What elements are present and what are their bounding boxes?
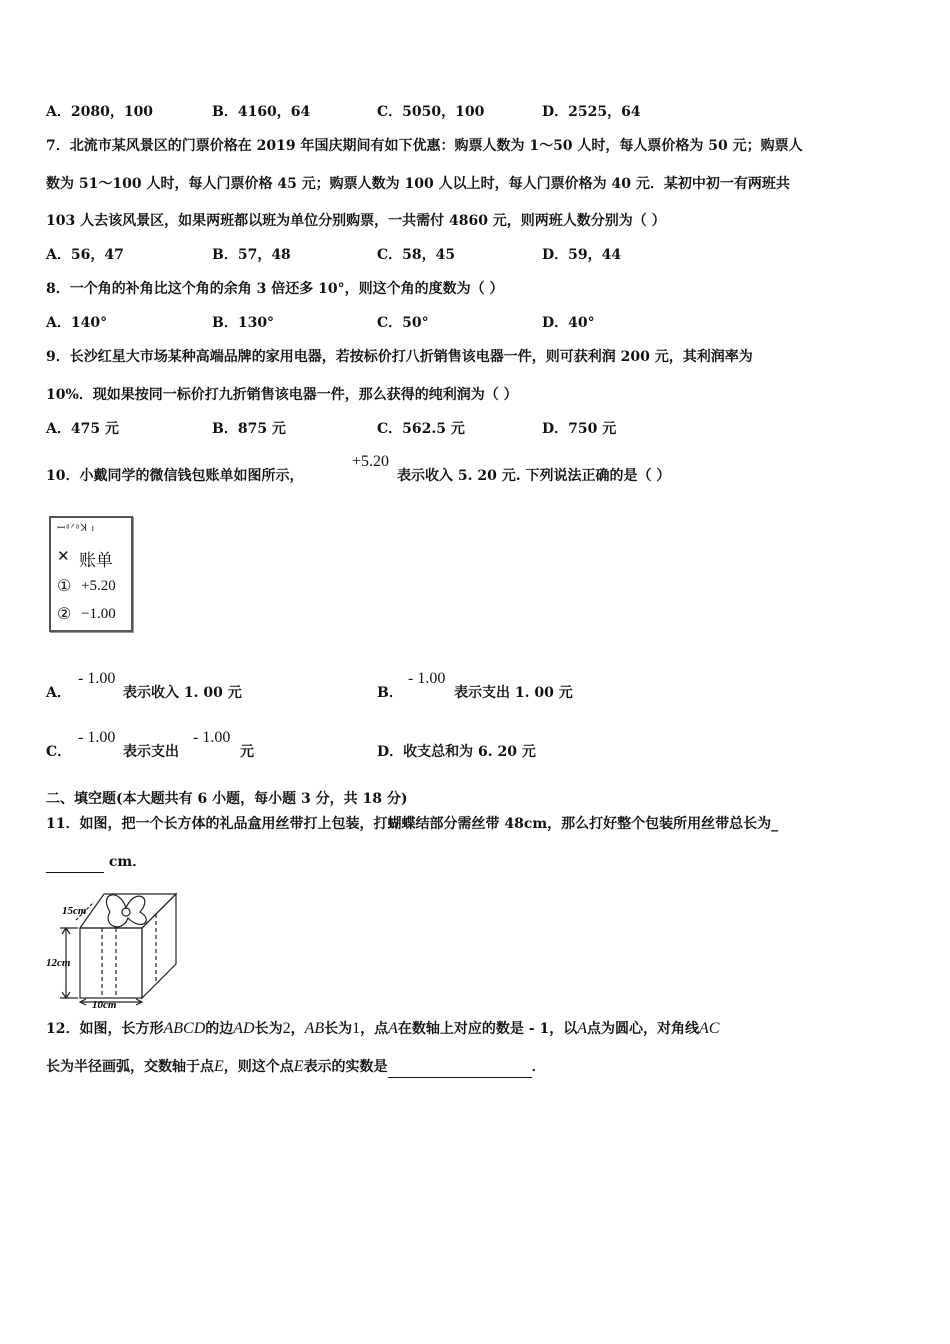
q10-option-c-sup-2: - 1.00: [193, 729, 231, 746]
q12-num-2: 2: [282, 1020, 291, 1037]
q10-option-c-sup-1: - 1.00: [78, 729, 116, 746]
q12-num-1: 1: [352, 1020, 361, 1037]
q8-option-d: D．40°: [542, 315, 595, 331]
q10-option-c-text-2: 元: [240, 744, 254, 760]
q12-text-3: 长为: [254, 1021, 283, 1037]
q12-text-4: ，: [290, 1021, 305, 1037]
q9-option-d: D．750 元: [542, 421, 617, 437]
q12-math-abcd: ABCD: [163, 1020, 206, 1037]
q12-text-2: 的边: [205, 1021, 234, 1037]
bill-item-1-amount: +5.20: [81, 578, 116, 594]
q10-option-b-label: B．: [377, 685, 403, 701]
q10-question-suffix: 表示收入 5. 20 元. 下列说法正确的是（ ）: [397, 468, 671, 484]
wallet-bill-figure: [49, 516, 133, 632]
ribbon-bow: [106, 895, 146, 927]
q10-option-b-sup: - 1.00: [408, 670, 446, 687]
q9-line-2: 10%．现如果按同一标价打九折销售该电器一件，那么获得的纯利润为（ ）: [46, 387, 518, 403]
q9-option-b: B．875 元: [212, 421, 286, 437]
q12-math-a-2: A: [577, 1020, 588, 1037]
box-right-face: [142, 894, 176, 998]
q6-option-b: B．4160，64: [212, 104, 311, 120]
q6-option-d: D．2525，64: [542, 104, 641, 120]
q12-line-2: [46, 1057, 546, 1078]
q10-option-d: D．收支总和为 6. 20 元: [377, 744, 536, 760]
q6-option-c: C．5050，100: [377, 104, 485, 120]
q7-line-3: 103 人去该风景区，如果两班都以班为单位分别购票，一共需付 4860 元，则两班人数分别为（ ）: [46, 213, 666, 229]
q6-option-a: A．2080，100: [46, 104, 154, 120]
q12-end: ．: [531, 1059, 546, 1075]
q10-option-a-text: 表示收入 1. 00 元: [123, 685, 242, 701]
q12-math-ab: AB: [304, 1020, 325, 1037]
box-top-face: [80, 894, 176, 928]
q8-option-b: B．130°: [212, 315, 275, 331]
q10-option-c-label: C．: [46, 744, 72, 760]
q7-option-b: B．57，48: [212, 247, 291, 263]
q8-line-1: 8．一个角的补角比这个角的余角 3 倍还多 10°，则这个角的度数为（ ）: [46, 281, 504, 297]
q11-unit: cm．: [104, 854, 147, 870]
q7-option-d: D．59，44: [542, 247, 622, 263]
q7-option-c: C．58，45: [377, 247, 456, 263]
q12-math-e-2: E: [293, 1058, 304, 1075]
bill-item-1-number: ①: [57, 578, 72, 595]
box-length-label: 10cm: [92, 999, 117, 1010]
q10-option-b-text: 表示支出 1. 00 元: [454, 685, 573, 701]
q7-option-a: A．56，47: [46, 247, 124, 263]
q12-text-9: 长为半径画弧，交数轴于点: [46, 1059, 214, 1075]
q10-option-c-text-1: 表示支出: [123, 744, 179, 760]
q7-line-1: 7．北流市某风景区的门票价格在 2019 年国庆期间有如下优惠：购票人数为 1～50 人时，每人票价格为 50 元；购票人: [46, 138, 803, 154]
q12-line-1: [46, 1019, 719, 1039]
q12-math-a-1: A: [388, 1020, 398, 1037]
q12-text-5: 长为: [324, 1021, 353, 1037]
close-icon: ✕: [57, 549, 70, 565]
q8-option-c: C．50°: [377, 315, 429, 331]
q11-answer-blank: [46, 852, 104, 873]
q12-math-e-1: E: [214, 1058, 224, 1075]
bill-status-bar: ꟷ⁸ᐟ⁸ꓘ ɪ: [57, 523, 96, 534]
q12-math-ac: AC: [699, 1020, 720, 1037]
q12-text-7: 在数轴上对应的数是 - 1，以: [397, 1021, 578, 1037]
gift-box-figure: [44, 880, 184, 1010]
q9-option-c: C．562.5 元: [377, 421, 465, 437]
q10-option-a-label: A．: [46, 685, 71, 701]
box-width-label: 15cm: [62, 905, 87, 917]
box-height-label: 12cm: [46, 957, 71, 969]
section-2-heading: 二、填空题(本大题共有 6 小题，每小题 3 分，共 18 分): [46, 791, 408, 807]
q12-text-10: ，则这个点: [223, 1059, 294, 1075]
q12-text-1: 12．如图，长方形: [46, 1021, 164, 1037]
box-front-face: [80, 928, 142, 998]
q10-question-sup: +5.20: [352, 453, 390, 470]
bill-item-2-number: ②: [57, 606, 72, 623]
q12-text-8: 点为圆心，对角线: [587, 1021, 700, 1037]
bill-title: 账单: [79, 551, 113, 570]
q11-line-1: 11．如图，把一个长方体的礼品盒用丝带打上包装，打蝴蝶结部分需丝带 48cm，那么打好整个包装所用丝带总长为_: [46, 816, 779, 832]
q11-line-2: [46, 852, 146, 873]
q8-option-a: A．140°: [46, 315, 108, 331]
q12-answer-blank: [388, 1057, 532, 1078]
q10-option-a-sup: - 1.00: [78, 670, 116, 687]
q12-math-ad: AD: [233, 1020, 255, 1037]
bill-item-2-amount: −1.00: [81, 606, 116, 622]
q9-line-1: 9．长沙红星大市场某种高端品牌的家用电器，若按标价打八折销售该电器一件，则可获利润 200 元，其利润率为: [46, 349, 753, 365]
q7-line-2: 数为 51～100 人时，每人门票价格 45 元；购票人数为 100 人以上时，每人门票价格为 40 元．某初中初一有两班共: [46, 176, 790, 192]
q12-text-11: 表示的实数是: [303, 1059, 388, 1075]
q9-option-a: A．475 元: [46, 421, 119, 437]
q10-question-prefix: 10．小戴同学的微信钱包账单如图所示，: [46, 468, 304, 484]
q12-text-6: ，点: [360, 1021, 389, 1037]
